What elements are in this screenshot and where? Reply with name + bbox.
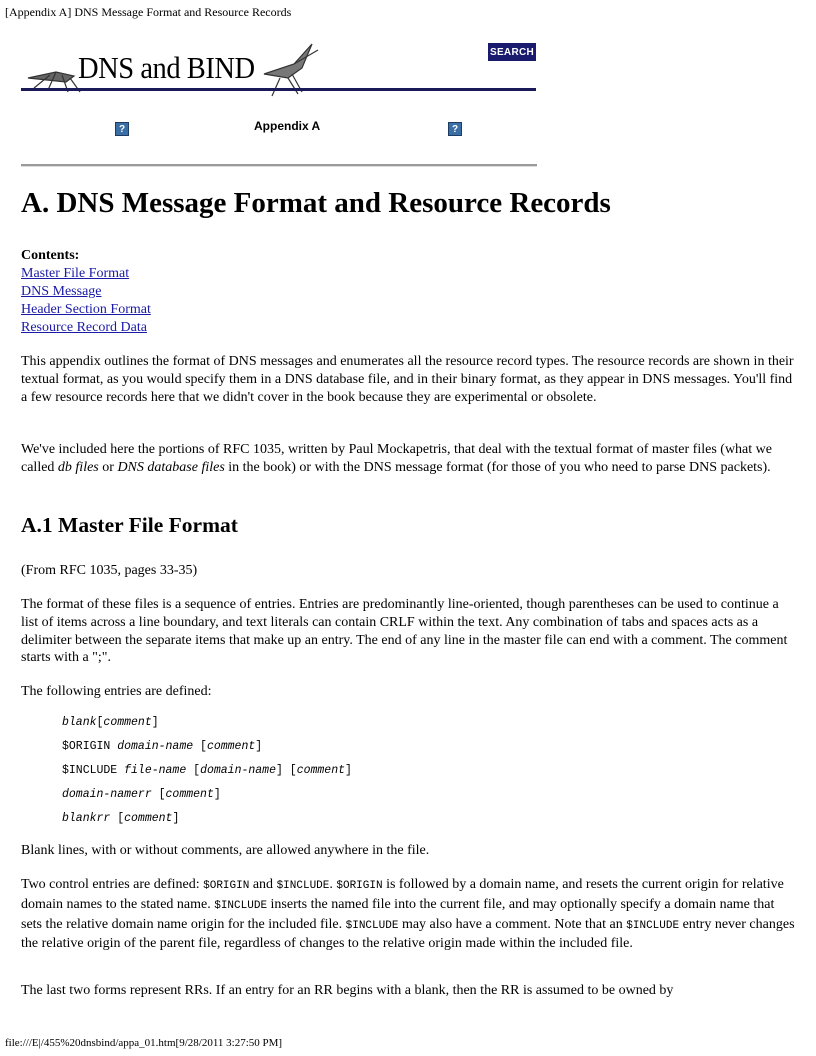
text-run: in the book) or with the DNS message format (for those of you who need to parse DNS packets). <box>224 459 771 475</box>
code-token: ] <box>255 740 263 753</box>
keyword: $ORIGIN <box>203 880 250 892</box>
section-paragraph-4 <box>21 876 797 953</box>
code-token: ] <box>172 812 180 825</box>
nav-divider <box>21 164 537 167</box>
toc-link-dns-message[interactable]: DNS Message <box>21 284 102 299</box>
code-token: [ <box>186 764 201 777</box>
prev-help-icon[interactable]: ? <box>115 122 129 136</box>
text-run: inserts the named file into the current file, and may optionally specify a domain name that sets the relative domain name origin for the included file. <box>21 896 775 932</box>
keyword: $INCLUDE <box>214 899 268 912</box>
toc-link-header-section-format[interactable]: Header Section Format <box>21 302 151 317</box>
code-token: comment <box>124 812 173 825</box>
text-run: and <box>249 877 277 892</box>
text-run: is followed by a domain name, and resets the current origin for relative domain names to the stated name. <box>21 877 784 912</box>
contents-list <box>21 265 151 337</box>
keyword: $ORIGIN <box>336 880 383 892</box>
intro-paragraph-1: This appendix outlines the format of DNS messages and enumerates all the resource record types. The resource records are shown in their textual format, as you would specify them in a DNS database file, and in their binary format, as they appear in DNS messages. You'll find a few resource records here that we didn't cover in the book because they are experimental or obsolete. <box>21 354 794 405</box>
toc-link-master-file-format[interactable]: Master File Format <box>21 266 130 281</box>
code-line-5 <box>62 812 179 825</box>
text-run: entry never changes the relative origin of the parent file, regardless of changes to the relative origin made within the included file. <box>21 916 795 952</box>
code-token: blankrr <box>62 812 111 825</box>
code-line-1 <box>62 716 159 729</box>
text-run: We've included here the portions of RFC 1035, written by Paul Mockapetris, that deal with the textual format of master files (what we called <box>21 442 772 475</box>
code-token: ] [ <box>275 764 297 777</box>
appendix-label: Appendix A <box>254 119 321 133</box>
search-button[interactable]: SEARCH <box>488 43 536 61</box>
section-paragraph-3: Blank lines, with or without comments, are allowed anywhere in the file. <box>21 843 430 858</box>
code-token: ] <box>151 716 159 729</box>
page-title: A. DNS Message Format and Resource Records <box>21 187 611 219</box>
code-token: [ <box>151 788 166 801</box>
code-line-4 <box>62 788 221 801</box>
code-token: ] <box>213 788 221 801</box>
text-run: or <box>98 459 118 475</box>
code-token: [ <box>110 812 125 825</box>
code-token: comment <box>206 740 256 753</box>
intro-paragraph-2 <box>21 441 797 477</box>
code-token: domain-name <box>117 740 194 753</box>
text-run: . <box>329 877 337 892</box>
banner-rule <box>21 88 536 91</box>
next-help-icon[interactable]: ? <box>448 122 462 136</box>
code-token: blank <box>62 716 97 729</box>
section-title: A.1 Master File Format <box>21 513 238 537</box>
code-token: $INCLUDE <box>62 764 125 777</box>
code-line-3 <box>62 764 352 777</box>
section-paragraph-5: The last two forms represent RRs. If an entry for an RR begins with a blank, then the RR is assumed to be owned by <box>21 983 674 998</box>
code-token: file-name <box>124 764 187 777</box>
keyword: $INCLUDE <box>626 919 680 932</box>
code-token: domain-name <box>200 764 276 777</box>
text-run: Two control entries are defined: <box>21 877 204 892</box>
footer-path: file:///E|/455%20dnsbind/appa_01.htm[9/28/2011 3:27:50 PM] <box>5 1037 283 1049</box>
emphasis: DNS database files <box>117 459 225 475</box>
code-token: $ORIGIN <box>62 740 118 753</box>
toc-link-resource-record-data[interactable]: Resource Record Data <box>21 320 147 335</box>
code-token: comment <box>296 764 346 777</box>
emphasis: db files <box>57 459 99 475</box>
section-source: (From RFC 1035, pages 33-35) <box>21 563 198 578</box>
code-line-2 <box>62 740 262 753</box>
text-run: may also have a comment. Note that an <box>398 916 627 932</box>
section-paragraph-1: The format of these files is a sequence of entries. Entries are predominantly line-oriented, though parentheses can be used to continue a list of items across a line boundary, and text literals can contain CRLF within the text. Any combination of tabs and spaces acts as a delimiter between the separate items that make up an entry. The end of any line in the master file can end with a comment. The comment starts with a ";". <box>21 597 788 666</box>
section-paragraph-2: The following entries are defined: <box>21 684 212 699</box>
keyword: $INCLUDE <box>345 919 399 932</box>
banner-logo-text: DNS and BIND <box>78 50 255 85</box>
window-title: [Appendix A] DNS Message Format and Resource Records <box>5 5 292 19</box>
code-token: [ <box>193 740 207 753</box>
code-token: ] <box>345 764 352 777</box>
keyword: $INCLUDE <box>276 880 330 892</box>
code-token: comment <box>165 788 214 801</box>
code-token: [ <box>96 716 104 729</box>
code-token: domain-namerr <box>62 788 152 801</box>
code-token: comment <box>103 716 152 729</box>
contents-heading: Contents: <box>21 248 80 263</box>
